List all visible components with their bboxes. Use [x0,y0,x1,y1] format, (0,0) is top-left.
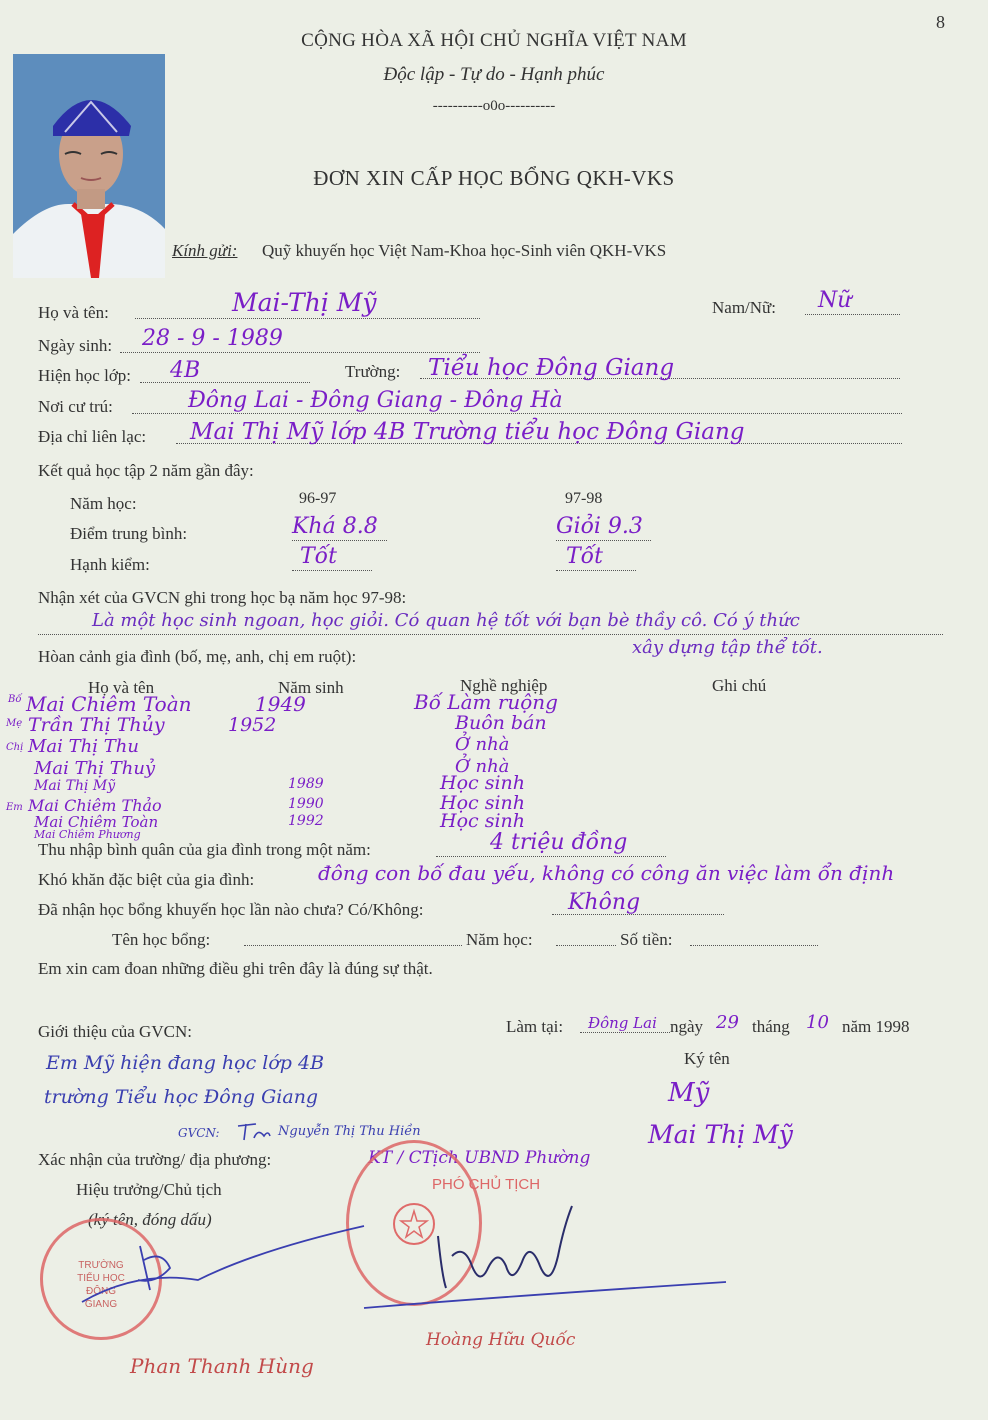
family-job-5: Học sinh [440,772,525,794]
dob-dots [120,352,480,353]
confirm-label: Xác nhận của trường/ địa phương: [38,1150,272,1169]
principal-name: Phan Thanh Hùng [130,1354,314,1378]
family-name-6: Mai Chiêm Thảo [28,796,162,815]
month-value: 10 [806,1012,829,1033]
gvcn-signer-name: Nguyễn Thị Thu Hiền [278,1124,421,1139]
avg-value-1: Khá 8.8 [292,514,378,539]
confirm-handwritten: KT / CTịch UBND Phường [368,1148,591,1168]
principal-label: Hiệu trưởng/Chủ tịch [76,1180,222,1199]
avg-dots-1 [292,540,387,541]
family-relation-2: Mẹ [6,718,23,729]
address-value: Mai Thị Mỹ lớp 4B Trường tiểu học Đông Giang [190,419,745,445]
family-name-7: Mai Chiêm Toàn [34,813,159,831]
scholarship-amount-label: Số tiền: [620,930,673,949]
family-relation-1: Bố [8,694,22,705]
family-name-5: Mai Thị Mỹ [34,778,116,794]
residence-label: Nơi cư trú: [38,397,113,416]
month-label: tháng [752,1017,790,1036]
day-label: ngày [670,1017,704,1036]
family-header-job: Nghề nghiệp [460,676,548,695]
conduct-dots-1 [292,570,372,571]
family-job-6: Học sinh [440,792,525,814]
family-name-4: Mai Thị Thuỷ [34,758,156,779]
year-2: 97-98 [565,490,603,507]
hardship-label: Khó khăn đặc biệt của gia đình: [38,870,255,889]
principal-signature [78,1210,368,1320]
page-edge [988,0,1005,1420]
income-value: 4 triệu đồng [490,830,628,855]
family-name-2: Trần Thị Thủy [28,714,165,736]
gender-label: Nam/Nữ: [712,298,776,317]
residence-value: Đông Lai - Đông Giang - Đông Hà [188,388,563,413]
applicant-signature-full: Mai Thị Mỹ [648,1120,793,1149]
family-year-6: 1990 [288,796,324,812]
family-relation-3: Chị [6,742,24,753]
form-title: ĐƠN XIN CẤP HỌC BỔNG QKH-VKS [313,166,675,190]
gvcn-note-line2: trường Tiểu học Đông Giang [44,1086,319,1108]
income-label: Thu nhập bình quân của gia đình trong một năm: [38,840,371,859]
place-dots [580,1032,670,1033]
salutation-recipient: Quỹ khuyến học Việt Nam-Khoa học-Sinh viên QKH-VKS [262,241,667,260]
pledge: Em xin cam đoan những điều ghi trên đây là đúng sự thật. [38,959,433,978]
comment-line2: xây dựng tập thể tốt. [632,637,823,658]
class-value: 4B [170,358,201,383]
family-year-7: 1992 [288,813,324,829]
family-label: Hòan cảnh gia đình (bố, mẹ, anh, chị em ruột): [38,647,357,666]
gender-dots [805,314,900,315]
scholarship-amount-dots [690,945,818,946]
family-year-5: 1989 [288,776,324,792]
conduct-value-2: Tốt [566,544,603,569]
school-label: Trường: [345,362,401,381]
income-dots [436,856,666,857]
prior-value: Không [568,890,641,915]
conduct-label: Hạnh kiểm: [70,555,150,574]
place-label: Làm tại: [506,1017,564,1036]
school-stamp-text: TRƯỜNG TIỂU HỌC ĐÔNG GIANG [77,1260,125,1310]
year-signed-label: năm 1998 [842,1017,910,1036]
motto: Độc lập - Tự do - Hạnh phúc [383,64,605,85]
family-job-1: Bố Làm ruộng [414,690,558,714]
salutation-label: Kính gửi: [172,241,238,260]
dob-label: Ngày sinh: [38,336,113,355]
dob-value: 28 - 9 - 1989 [142,326,283,351]
scholarship-year-label: Năm học: [466,930,533,949]
family-name-3: Mai Thị Thu [28,736,139,757]
vice-chair-stamp-text: PHÓ CHỦ TỊCH [432,1176,541,1193]
family-job-7: Học sinh [440,810,525,832]
results-heading: Kết quả học tập 2 năm gần đây: [38,461,254,480]
family-header-note: Ghi chú [712,676,767,695]
vice-chair-name: Hoàng Hữu Quốc [426,1330,576,1350]
gvcn-signature-mark [236,1120,272,1142]
family-name-8: Mai Chiêm Phương [34,828,141,841]
conduct-value-1: Tốt [300,544,337,569]
header-divider: ----------o0o---------- [432,98,556,114]
comment-line1: Là một học sinh ngoan, học giỏi. Có quan hệ tốt với bạn bè thầy cô. Có ý thức [92,610,800,631]
family-job-2: Buôn bán [455,712,547,734]
conduct-dots-2 [556,570,636,571]
scholarship-name-dots [244,945,462,946]
gvcn-label: Giới thiệu của GVCN: [38,1022,192,1041]
school-value: Tiểu học Đông Giang [428,355,675,381]
scholarship-name-label: Tên học bổng: [112,930,211,949]
residence-dots [132,413,902,414]
gvcn-signer-label: GVCN: [178,1126,220,1140]
family-name-1: Mai Chiêm Toàn [26,692,192,716]
family-job-3: Ở nhà [455,734,510,755]
hardship-value: đông con bố đau yếu, không có công ăn việc làm ổn định [318,861,895,885]
comment-dots [38,634,943,635]
principal-hint: (ký tên, đóng dấu) [88,1210,212,1229]
name-value: Mai-Thị Mỹ [232,288,377,317]
class-dots [140,382,310,383]
sign-label: Ký tên [684,1049,730,1068]
year-1: 96-97 [299,490,337,507]
comment-label: Nhận xét của GVCN ghi trong học bạ năm học 97-98: [38,588,407,607]
vice-chair-signature [360,1196,730,1316]
class-label: Hiện học lớp: [38,366,132,385]
avg-value-2: Giỏi 9.3 [556,514,643,539]
page-number: 8 [936,12,945,32]
family-header-name: Họ và tên [88,678,155,697]
year-label: Năm học: [70,494,137,513]
family-header-year: Năm sinh [278,678,344,697]
prior-label: Đã nhận học bổng khuyến học lần nào chưa? Có/Không: [38,900,424,919]
gender-value: Nữ [818,288,852,313]
country-heading: CỘNG HÒA XÃ HỘI CHỦ NGHĨA VIỆT NAM [301,30,687,51]
family-job-4: Ở nhà [455,756,510,777]
name-dots [135,318,480,319]
name-label: Họ và tên: [38,303,109,322]
family-year-1: 1949 [255,692,306,716]
scholarship-year-dots [556,945,616,946]
family-relation-6: Em [6,802,23,813]
address-label: Địa chỉ liên lạc: [38,427,147,446]
avg-label: Điểm trung bình: [70,524,188,543]
applicant-signature-short: Mỹ [668,1078,710,1108]
gvcn-note-line1: Em Mỹ hiện đang học lớp 4B [46,1052,325,1074]
day-value: 29 [716,1012,739,1033]
place-value: Đông Lai [588,1014,657,1032]
family-year-2: 1952 [228,714,277,736]
avg-dots-2 [556,540,651,541]
